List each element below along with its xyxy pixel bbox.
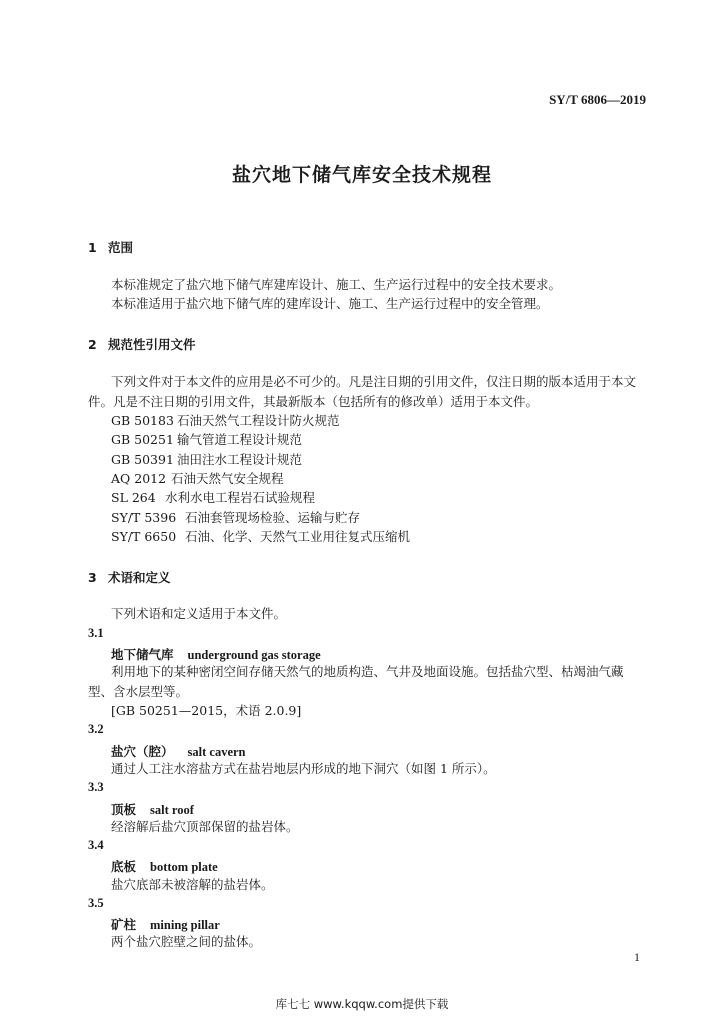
term-heading <box>111 742 246 760</box>
reference-name: 石油天然气工程设计防火规范 <box>177 413 340 428</box>
term-definition: 盐穴底部未被溶解的盐岩体。 <box>111 877 274 892</box>
term-zh: 顶板 <box>111 802 137 817</box>
reference-item <box>111 413 340 429</box>
paragraph: 本标准规定了盐穴地下储气库建库设计、施工、生产运行过程中的安全技术要求。 <box>111 277 562 292</box>
clause-number: 3.2 <box>88 722 104 736</box>
reference-item <box>111 529 410 545</box>
reference-item <box>111 490 315 506</box>
section-title: 范围 <box>108 240 134 255</box>
standard-code: SY/T 6806—2019 <box>549 92 646 107</box>
reference-code: GB 50183 <box>111 413 174 428</box>
term-definition: 经溶解后盐穴顶部保留的盐岩体。 <box>111 819 299 834</box>
term-definition: 通过人工注水溶盐方式在盐岩地层内形成的地下洞穴（如图 1 所示）。 <box>111 761 496 776</box>
term-en: salt cavern <box>187 745 246 759</box>
section-title: 术语和定义 <box>108 570 171 585</box>
reference-code: SY/T 5396 <box>111 510 177 525</box>
term-definition: 两个盐穴腔壁之间的盐体。 <box>111 934 262 949</box>
term-zh: 底板 <box>111 859 137 874</box>
term-definition: 型、含水层型等。 <box>88 684 189 699</box>
term-en: underground gas storage <box>187 648 321 662</box>
reference-name: 石油天然气安全规程 <box>171 471 284 486</box>
term-heading <box>111 645 321 663</box>
term-definition: 利用地下的某种密闭空间存储天然气的地质构造、气井及地面设施。包括盐穴型、枯竭油气藏 <box>111 664 624 679</box>
term-heading <box>111 915 220 933</box>
term-zh: 矿柱 <box>111 917 137 932</box>
section-number: 3 <box>88 570 97 585</box>
clause-number: 3.3 <box>88 780 104 794</box>
reference-item <box>111 432 302 448</box>
section-title: 规范性引用文件 <box>108 337 196 352</box>
section-number: 2 <box>88 337 97 352</box>
term-source: [GB 50251—2015，术语 2.0.9] <box>111 703 302 718</box>
reference-item <box>111 471 284 487</box>
reference-item <box>111 510 360 526</box>
term-zh: 盐穴（腔） <box>111 744 174 759</box>
reference-item <box>111 452 302 468</box>
reference-name: 石油、化学、天然气工业用往复式压缩机 <box>185 529 411 544</box>
clause-number: 3.1 <box>88 626 104 640</box>
term-heading <box>111 857 218 875</box>
document-title: 盐穴地下储气库安全技术规程 <box>231 164 492 186</box>
term-en: salt roof <box>150 803 194 817</box>
page-number: 1 <box>634 950 640 964</box>
term-heading <box>111 800 194 818</box>
reference-code: GB 50391 <box>111 452 174 467</box>
term-en: mining pillar <box>150 918 220 932</box>
paragraph: 本标准适用于盐穴地下储气库的建库设计、施工、生产运行过程中的安全管理。 <box>111 296 549 311</box>
paragraph: 件。凡是不注日期的引用文件，其最新版本（包括所有的修改单）适用于本文件。 <box>88 394 539 409</box>
clause-number: 3.4 <box>88 838 104 852</box>
reference-code: SY/T 6650 <box>111 529 177 544</box>
reference-code: GB 50251 <box>111 432 174 447</box>
reference-name: 水利水电工程岩石试验规程 <box>165 490 316 505</box>
reference-name: 油田注水工程设计规范 <box>177 452 303 467</box>
section-2-heading <box>88 335 196 353</box>
clause-number: 3.5 <box>88 896 104 910</box>
section-3-heading <box>88 568 171 586</box>
section-number: 1 <box>88 240 97 255</box>
reference-code: SL 264 <box>111 490 156 505</box>
reference-name: 石油套管现场检验、运输与贮存 <box>185 510 361 525</box>
paragraph: 下列文件对于本文件的应用是必不可少的。凡是注日期的引用文件，仅注日期的版本适用于本文 <box>111 374 637 389</box>
reference-name: 输气管道工程设计规范 <box>177 432 303 447</box>
download-footer: 库七七 www.kqqw.com提供下载 <box>275 997 449 1011</box>
term-zh: 地下储气库 <box>111 647 174 662</box>
paragraph: 下列术语和定义适用于本文件。 <box>111 606 287 621</box>
reference-code: AQ 2012 <box>111 471 167 486</box>
section-1-heading <box>88 238 133 256</box>
term-en: bottom plate <box>150 860 218 874</box>
